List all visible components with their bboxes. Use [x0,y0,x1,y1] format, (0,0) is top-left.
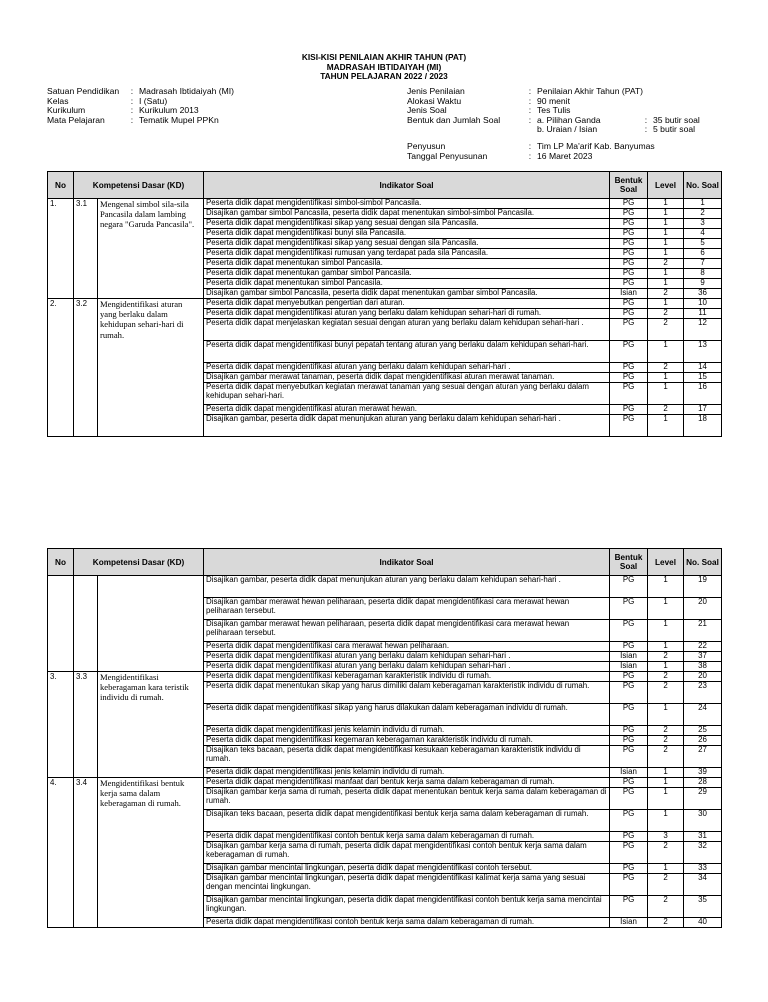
indikator-cell: Peserta didik dapat mengidentifikasi contoh bentuk kerja sama dalam keberagaman di rumah. [204,832,610,842]
level-cell: 1 [648,598,684,620]
level-cell: 1 [648,249,684,259]
nomor-soal-cell: 36 [684,289,722,299]
bentuk-soal-cell: PG [610,405,648,415]
bentuk-soal-cell: PG [610,842,648,864]
level-cell: 1 [648,299,684,309]
kd-code-cell: 3.3 [74,672,98,778]
level-cell: 2 [648,874,684,896]
indikator-cell: Peserta didik dapat mengidentifikasi jenis kelamin individu di rumah. [204,726,610,736]
bentuk-soal-cell: Isian [610,662,648,672]
meta-right [407,87,700,161]
header-no: No [48,549,74,576]
bentuk-soal-cell: PG [610,299,648,309]
header-bentuk: Bentuk Soal [610,549,648,576]
nomor-soal-cell: 1 [684,199,722,209]
nomor-soal-cell: 32 [684,842,722,864]
indikator-cell: Disajikan gambar, peserta didik dapat menunjukan aturan yang berlaku dalam kehidupan sehari-hari . [204,415,610,437]
level-cell: 1 [648,788,684,810]
level-cell: 2 [648,682,684,704]
meta-mapel: Mata Pelajaran : Tematik Mupel PPKn [47,114,219,125]
level-cell: 1 [648,864,684,874]
kisi-table-1 [47,171,722,437]
bentuk-soal-cell: PG [610,778,648,788]
level-cell: 2 [648,726,684,736]
indikator-cell: Peserta didik dapat mengidentifikasi bunyi pepatah tentang aturan yang berlaku dalam kehidupan sehari-hari. [204,341,610,363]
nomor-soal-cell: 8 [684,269,722,279]
kd-code-cell: 3.4 [74,778,98,928]
kd-number-cell [48,576,74,672]
level-cell: 2 [648,309,684,319]
kd-number-cell: 2. [48,299,74,437]
level-cell: 2 [648,842,684,864]
level-cell: 1 [648,341,684,363]
nomor-soal-cell: 13 [684,341,722,363]
nomor-soal-cell: 12 [684,319,722,341]
indikator-cell: Disajikan gambar simbol Pancasila, peserta didik dapat menentukan gambar simbol Pancasila. [204,289,610,299]
bentuk-soal-cell: Isian [610,768,648,778]
indikator-cell: Peserta didik dapat mengidentifikasi kegemaran keberagaman karakteristik individu di rumah. [204,736,610,746]
header-level: Level [648,172,684,199]
bentuk-soal-cell: PG [610,219,648,229]
nomor-soal-cell: 14 [684,363,722,373]
bentuk-soal-cell: PG [610,269,648,279]
kd-code-cell: 3.1 [74,199,98,299]
level-cell: 1 [648,810,684,832]
level-cell: 2 [648,259,684,269]
level-cell: 2 [648,672,684,682]
table-row [48,199,722,209]
bentuk-soal-cell: PG [610,832,648,842]
nomor-soal-cell: 20 [684,672,722,682]
nomor-soal-cell: 24 [684,704,722,726]
bentuk-soal-cell: PG [610,229,648,239]
bentuk-soal-cell: Isian [610,289,648,299]
indikator-cell: Peserta didik dapat mengidentifikasi bunyi sila Pancasila. [204,229,610,239]
level-cell: 2 [648,736,684,746]
table-row [48,576,722,598]
kd-description-cell: Mengenal simbol sila-sila Pancasila dalam lambing negara "Garuda Pancasila". [98,199,204,299]
bentuk-soal-cell: PG [610,249,648,259]
indikator-cell: Disajikan gambar mencintai lingkungan, peserta didik dapat mengidentifikasi contoh tersebut. [204,864,610,874]
bentuk-soal-cell: PG [610,576,648,598]
bentuk-soal-cell: PG [610,239,648,249]
level-cell: 2 [648,652,684,662]
indikator-cell: Peserta didik dapat mengidentifikasi simbol-simbol Pancasila. [204,199,610,209]
indikator-cell: Peserta didik dapat menjelaskan kegiatan sesuai dengan aturan yang berlaku dalam kehidupan sehari-hari . [204,319,610,341]
level-cell: 1 [648,704,684,726]
header-indikator: Indikator Soal [204,549,610,576]
indikator-cell: Peserta didik dapat mengidentifikasi jenis kelamin individu di rumah. [204,768,610,778]
indikator-cell: Peserta didik dapat menentukan sikap yang harus dimiliki dalam keberagaman karakteristik individu di rumah. [204,682,610,704]
indikator-cell: Peserta didik dapat menentukan simbol Pancasila. [204,279,610,289]
meta-jenis-penilaian: Jenis Penilaian : Penilaian Akhir Tahun (PAT) [407,86,644,96]
indikator-cell: Disajikan gambar merawat tanaman, peserta didik dapat mengidentifikasi aturan merawat tanaman. [204,373,610,383]
nomor-soal-cell: 15 [684,373,722,383]
kd-description-cell: Mengidentifikasi keberagaman kara teristik individu di rumah. [98,672,204,778]
bentuk-soal-cell: PG [610,415,648,437]
indikator-cell: Peserta didik dapat menentukan simbol Pancasila. [204,259,610,269]
header-no: No [48,172,74,199]
nomor-soal-cell: 33 [684,864,722,874]
nomor-soal-cell: 9 [684,279,722,289]
bentuk-soal-cell: PG [610,373,648,383]
level-cell: 1 [648,199,684,209]
indikator-cell: Peserta didik dapat mengidentifikasi aturan yang berlaku dalam kehidupan sehari-hari . [204,363,610,373]
level-cell: 1 [648,269,684,279]
nomor-soal-cell: 21 [684,620,722,642]
level-cell: 1 [648,768,684,778]
nomor-soal-cell: 26 [684,736,722,746]
indikator-cell: Disajikan gambar mencintai lingkungan, peserta didik dapat mengidentifikasi contoh bentuk kerja sama mencintai lingkungan. [204,896,610,918]
bentuk-soal-cell: PG [610,383,648,405]
bentuk-soal-cell: PG [610,279,648,289]
indikator-cell: Disajikan gambar kerja sama di rumah, peserta didik dapat mengidentifikasi contoh bentuk kerja sama dalam keberagaman di rumah. [204,842,610,864]
header-level: Level [648,549,684,576]
bentuk-soal-cell: PG [610,672,648,682]
level-cell: 2 [648,405,684,415]
nomor-soal-cell: 20 [684,598,722,620]
document-year: TAHUN PELAJARAN 2022 / 2023 [320,71,448,81]
indikator-cell: Peserta didik dapat mengidentifikasi cara merawat hewan peliharaan. [204,642,610,652]
nomor-soal-cell: 19 [684,576,722,598]
nomor-soal-cell: 25 [684,726,722,736]
indikator-cell: Peserta didik dapat mengidentifikasi sikap yang harus dilakukan dalam keberagaman individu di rumah. [204,704,610,726]
indikator-cell: Disajikan teks bacaan, peserta didik dapat mengidentifikasi bentuk kerja sama dalam keberagaman di rumah. [204,810,610,832]
bentuk-soal-cell: Isian [610,918,648,928]
bentuk-soal-cell: PG [610,746,648,768]
bentuk-soal-cell: PG [610,864,648,874]
level-cell: 1 [648,219,684,229]
indikator-cell: Disajikan gambar kerja sama di rumah, peserta didik dapat menentukan bentuk kerja sama dalam keberagaman di rumah. [204,788,610,810]
level-cell: 2 [648,319,684,341]
bentuk-soal-cell: PG [610,209,648,219]
table-row [48,299,722,309]
nomor-soal-cell: 10 [684,299,722,309]
nomor-soal-cell: 23 [684,682,722,704]
nomor-soal-cell: 16 [684,383,722,405]
level-cell: 1 [648,576,684,598]
indikator-cell: Peserta didik dapat mengidentifikasi keberagaman karakteristik individu di rumah. [204,672,610,682]
bentuk-soal-cell: PG [610,704,648,726]
bentuk-soal-cell: PG [610,736,648,746]
indikator-cell: Peserta didik dapat menentukan gambar simbol Pancasila. [204,269,610,279]
indikator-cell: Disajikan gambar merawat hewan peliharaan, peserta didik dapat mengidentifikasi cara merawat hewan peliharaan tersebut. [204,620,610,642]
nomor-soal-cell: 37 [684,652,722,662]
nomor-soal-cell: 38 [684,662,722,672]
meta-kurikulum: Kurikulum : Kurikulum 2013 [47,105,199,116]
kd-description-cell: Mengidentifikasi bentuk kerja sama dalam keberagaman di rumah. [98,778,204,928]
indikator-cell: Peserta didik dapat mengidentifikasi manfaat dari bentuk kerja sama dalam keberagaman di rumah. [204,778,610,788]
meta-penyusun: Penyusun : Tim LP Ma'arif Kab. Banyumas [407,140,655,151]
level-cell: 3 [648,832,684,842]
kd-code-cell: 3.2 [74,299,98,437]
level-cell: 2 [648,289,684,299]
header-bentuk: Bentuk Soal [610,172,648,199]
indikator-cell: Peserta didik dapat mengidentifikasi rumusan yang terdapat pada sila Pancasila. [204,249,610,259]
meta-alokasi: Alokasi Waktu : 90 menit [407,95,570,106]
nomor-soal-cell: 5 [684,239,722,249]
document-title: KISI-KISI PENILAIAN AKHIR TAHUN (PAT) [301,52,467,62]
indikator-cell: Disajikan teks bacaan, peserta didik dapat mengidentifikasi kesukaan keberagaman karakteristik individu di rumah. [204,746,610,768]
table-row [48,778,722,788]
nomor-soal-cell: 29 [684,788,722,810]
bentuk-soal-cell: PG [610,810,648,832]
nomor-soal-cell: 27 [684,746,722,768]
nomor-soal-cell: 3 [684,219,722,229]
bentuk-soal-cell: PG [610,896,648,918]
kisi-table-2 [47,548,722,928]
level-cell: 2 [648,746,684,768]
bentuk-soal-cell: PG [610,726,648,736]
bentuk-soal-cell: PG [610,259,648,269]
indikator-cell: Peserta didik dapat mengidentifikasi contoh bentuk kerja sama dalam keberagaman di rumah. [204,918,610,928]
nomor-soal-cell: 30 [684,810,722,832]
level-cell: 1 [648,415,684,437]
level-cell: 1 [648,239,684,249]
meta-left [47,87,234,125]
indikator-cell: Peserta didik dapat mengidentifikasi sikap yang sesuai dengan sila Pancasila. [204,219,610,229]
indikator-cell: Peserta didik dapat menyebutkan pengertian dari aturan. [204,299,610,309]
bentuk-soal-cell: Isian [610,652,648,662]
bentuk-soal-cell: PG [610,341,648,363]
level-cell: 2 [648,918,684,928]
meta-bentuk-b: b. Uraian / Isian : 5 butir soal [537,124,696,135]
header-nosoal: No. Soal [684,172,722,199]
nomor-soal-cell: 35 [684,896,722,918]
indikator-cell: Disajikan gambar mencintai lingkungan, peserta didik dapat mengidentifikasi kalimat kerja sama yang sesuai dengan mencintai lingkungan. [204,874,610,896]
level-cell: 1 [648,778,684,788]
nomor-soal-cell: 39 [684,768,722,778]
kd-number-cell: 4. [48,778,74,928]
header-kd: Kompetensi Dasar (KD) [74,549,204,576]
bentuk-soal-cell: PG [610,199,648,209]
indikator-cell: Peserta didik dapat mengidentifikasi sikap yang sesuai dengan sila Pancasila. [204,239,610,249]
table-header-row [48,172,722,199]
indikator-cell: Peserta didik dapat menyebutkan kegiatan merawat tanaman yang sesuai dengan aturan yang berlaku dalam kehidupan sehari-hari. [204,383,610,405]
header-kd: Kompetensi Dasar (KD) [74,172,204,199]
meta-jenis-soal: Jenis Soal : Tes Tulis [407,105,571,116]
nomor-soal-cell: 34 [684,874,722,896]
nomor-soal-cell: 22 [684,642,722,652]
kd-description-cell [98,576,204,672]
level-cell: 1 [648,383,684,405]
level-cell: 1 [648,620,684,642]
indikator-cell: Disajikan gambar merawat hewan peliharaan, peserta didik dapat mengidentifikasi cara merawat hewan peliharaan tersebut. [204,598,610,620]
meta-tanggal: Tanggal Penyusunan : 16 Maret 2023 [407,150,593,161]
level-cell: 2 [648,896,684,918]
nomor-soal-cell: 11 [684,309,722,319]
level-cell: 1 [648,662,684,672]
nomor-soal-cell: 40 [684,918,722,928]
bentuk-soal-cell: PG [610,620,648,642]
table-header-row [48,549,722,576]
bentuk-soal-cell: PG [610,788,648,810]
kd-number-cell: 3. [48,672,74,778]
kd-number-cell: 1. [48,199,74,299]
level-cell: 1 [648,642,684,652]
bentuk-soal-cell: PG [610,319,648,341]
nomor-soal-cell: 6 [684,249,722,259]
nomor-soal-cell: 7 [684,259,722,269]
level-cell: 1 [648,229,684,239]
nomor-soal-cell: 2 [684,209,722,219]
nomor-soal-cell: 18 [684,415,722,437]
meta-satuan: Satuan Pendidikan : Madrasah Ibtidaiyah (MI) [47,86,235,96]
nomor-soal-cell: 17 [684,405,722,415]
bentuk-soal-cell: PG [610,363,648,373]
document-school: MADRASAH IBTIDAIYAH (MI) [326,61,442,72]
indikator-cell: Disajikan gambar simbol Pancasila, peserta didik dapat menentukan simbol-simbol Pancasila. [204,209,610,219]
level-cell: 1 [648,209,684,219]
bentuk-soal-cell: PG [610,874,648,896]
indikator-cell: Disajikan gambar, peserta didik dapat menunjukan aturan yang berlaku dalam kehidupan sehari-hari . [204,576,610,598]
level-cell: 2 [648,363,684,373]
level-cell: 1 [648,373,684,383]
bentuk-soal-cell: PG [610,642,648,652]
table-row [48,672,722,682]
level-cell: 1 [648,279,684,289]
nomor-soal-cell: 4 [684,229,722,239]
nomor-soal-cell: 31 [684,832,722,842]
nomor-soal-cell: 28 [684,778,722,788]
indikator-cell: Peserta didik dapat mengidentifikasi aturan yang berlaku dalam kehidupan sehari-hari . [204,662,610,672]
indikator-cell: Peserta didik dapat mengidentifikasi aturan yang berlaku dalam kehidupan sehari-hari . [204,652,610,662]
indikator-cell: Peserta didik dapat mengidentifikasi aturan merawat hewan. [204,405,610,415]
header-nosoal: No. Soal [684,549,722,576]
bentuk-soal-cell: PG [610,309,648,319]
kd-code-cell [74,576,98,672]
indikator-cell: Peserta didik dapat mengidentifikasi aturan yang berlaku dalam kehidupan sehari-hari di rumah. [204,309,610,319]
bentuk-soal-cell: PG [610,682,648,704]
meta-kelas: Kelas : I (Satu) [47,95,168,106]
bentuk-soal-cell: PG [610,598,648,620]
header-indikator: Indikator Soal [204,172,610,199]
kd-description-cell: Mengidentifikasi aturan yang berlaku dalam kehidupan sehari-hari di rumah. [98,299,204,437]
meta-bentuk-a: Bentuk dan Jumlah Soal : a. Pilihan Ganda : 35 butir soal [407,114,700,125]
